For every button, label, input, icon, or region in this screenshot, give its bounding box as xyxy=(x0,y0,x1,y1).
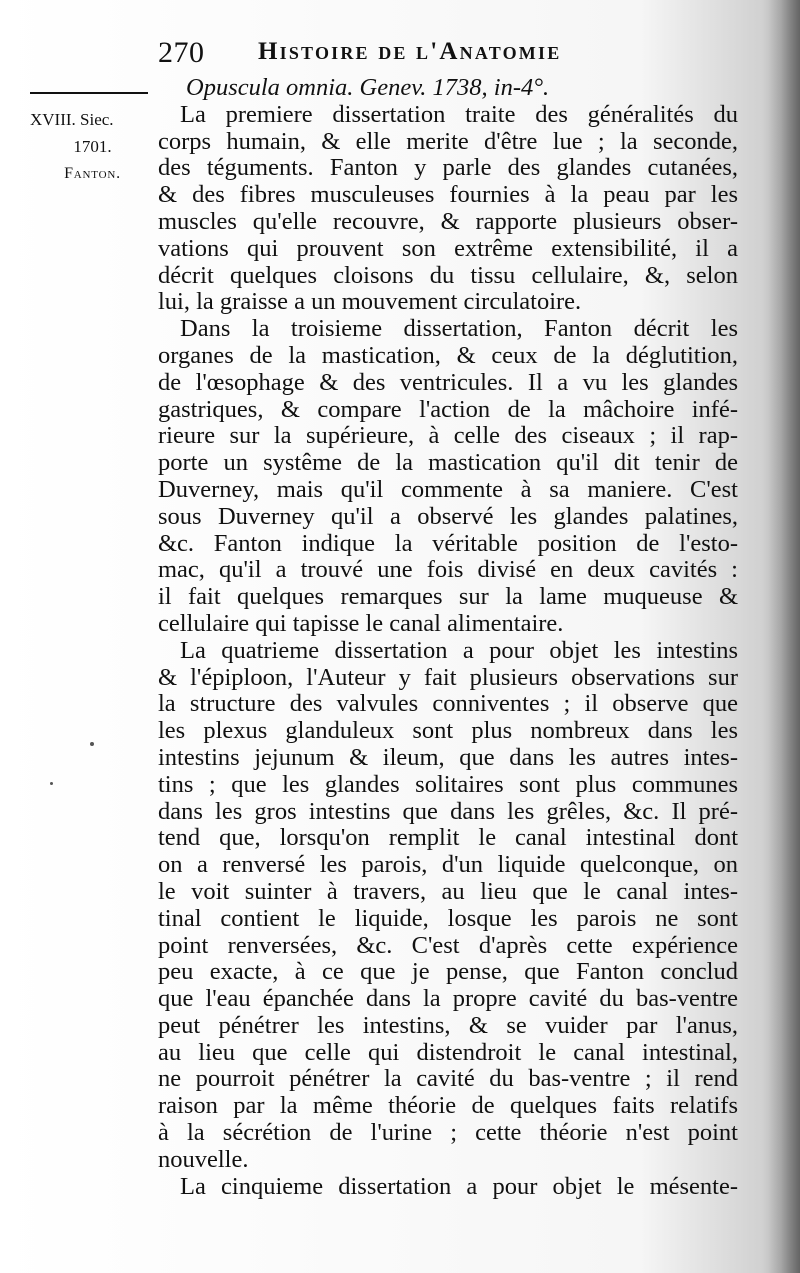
text-line: muscles qu'elle recouvre, & rapporte plusieurs obser- xyxy=(158,208,738,235)
text-line: les plexus glanduleux sont plus nombreux dans les xyxy=(158,718,738,745)
text-line: mac, qu'il a trouvé une fois divisé en deux cavités : xyxy=(158,557,738,584)
text-line: décrit quelques cloisons du tissu cellulaire, &, selon xyxy=(158,262,738,289)
text-line: le voit suinter à travers, au lieu que le canal intes- xyxy=(158,878,738,905)
text-line: peut pénétrer les intestins, & se vuider par l'anus, xyxy=(158,1012,738,1039)
text-line: cellulaire qui tapisse le canal alimentaire. xyxy=(158,610,564,637)
text-line: & des fibres musculeuses fournies à la peau par les xyxy=(158,182,738,209)
text-line: on a renversé les parois, d'un liquide quelconque, on xyxy=(158,852,738,879)
ink-speck xyxy=(50,782,53,785)
margin-century: XVIII. Siec. xyxy=(30,110,114,129)
text-line: que l'eau épanchée dans la propre cavité du bas-ventre xyxy=(158,986,738,1013)
text-line: corps humain, & elle merite d'être lue ; la seconde, xyxy=(158,128,738,155)
text-line: point renversées, &c. C'est d'après cette expérience xyxy=(158,932,738,959)
running-head xyxy=(158,36,778,70)
text-line: La cinquieme dissertation a pour objet le mésente- xyxy=(180,1173,738,1200)
text-line: tins ; que les glandes solitaires sont plus communes xyxy=(158,771,738,798)
text-line: dans les gros intestins que dans les grêles, &c. Il pré- xyxy=(158,798,738,825)
text-line: il fait quelques remarques sur la lame muqueuse & xyxy=(158,584,738,611)
margin-author: Fanton. xyxy=(64,165,121,182)
text-line: Duverney, mais qu'il commente à sa maniere. C'est xyxy=(158,476,738,503)
text-line: vations qui prouvent son extrême extensibilité, il a xyxy=(158,235,738,262)
text-line: intestins jejunum & ileum, que dans les autres intes- xyxy=(158,744,738,771)
text-line: La quatrieme dissertation a pour objet les intestins xyxy=(180,637,738,664)
text-line: &c. Fanton indique la véritable position de l'esto- xyxy=(158,530,738,557)
text-line: lui, la graisse a un mouvement circulatoire. xyxy=(158,289,582,316)
text-line: Dans la troisieme dissertation, Fanton décrit les xyxy=(180,316,738,343)
text-line: tinal contient le liquide, losque les parois ne sont xyxy=(158,905,738,932)
text-line: raison par la même théorie de quelques faits relatifs xyxy=(158,1093,738,1120)
text-line: rieure sur la supérieure, à celle des ciseaux ; il rap- xyxy=(158,423,738,450)
ink-speck xyxy=(90,742,94,746)
page-gutter-shadow xyxy=(762,0,800,1273)
running-title: Histoire de l'Anatomie xyxy=(258,38,562,65)
margin-year: 1701. xyxy=(73,137,112,156)
text-line: au lieu que celle qui distendroit le canal intestinal, xyxy=(158,1039,738,1066)
text-line: porte un systême de la mastication qu'il dit tenir de xyxy=(158,450,738,477)
text-line: peu exacte, à ce que je pense, que Fanton conclud xyxy=(158,959,738,986)
text-line: ne pourroit pénétrer la cavité du bas-ventre ; il rend xyxy=(158,1066,738,1093)
text-line: tend que, lorsqu'on remplit le canal intestinal dont xyxy=(158,825,738,852)
body-text xyxy=(158,75,738,1200)
text-line: La premiere dissertation traite des généralités du xyxy=(180,101,738,128)
text-line: la structure des valvules conniventes ; il observe que xyxy=(158,691,738,718)
margin-rule xyxy=(30,92,148,94)
text-line: nouvelle. xyxy=(158,1146,249,1173)
text-line: des téguments. Fanton y parle des glandes cutanées, xyxy=(158,155,738,182)
text-line-citation: Opuscula omnia. Genev. 1738, in-4°. xyxy=(186,75,550,101)
text-line: de l'œsophage & des ventricules. Il a vu les glandes xyxy=(158,369,738,396)
text-line: gastriques, & compare l'action de la mâchoire infé- xyxy=(158,396,738,423)
page-number: 270 xyxy=(158,36,205,69)
text-line: à la sécrétion de l'urine ; cette théorie n'est point xyxy=(158,1120,738,1147)
text-line: sous Duverney qu'il a observé les glandes palatines, xyxy=(158,503,738,530)
text-line: & l'épiploon, l'Auteur y fait plusieurs observations sur xyxy=(158,664,738,691)
margin-notes xyxy=(30,106,155,187)
text-line: organes de la mastication, & ceux de la déglutition, xyxy=(158,342,738,369)
